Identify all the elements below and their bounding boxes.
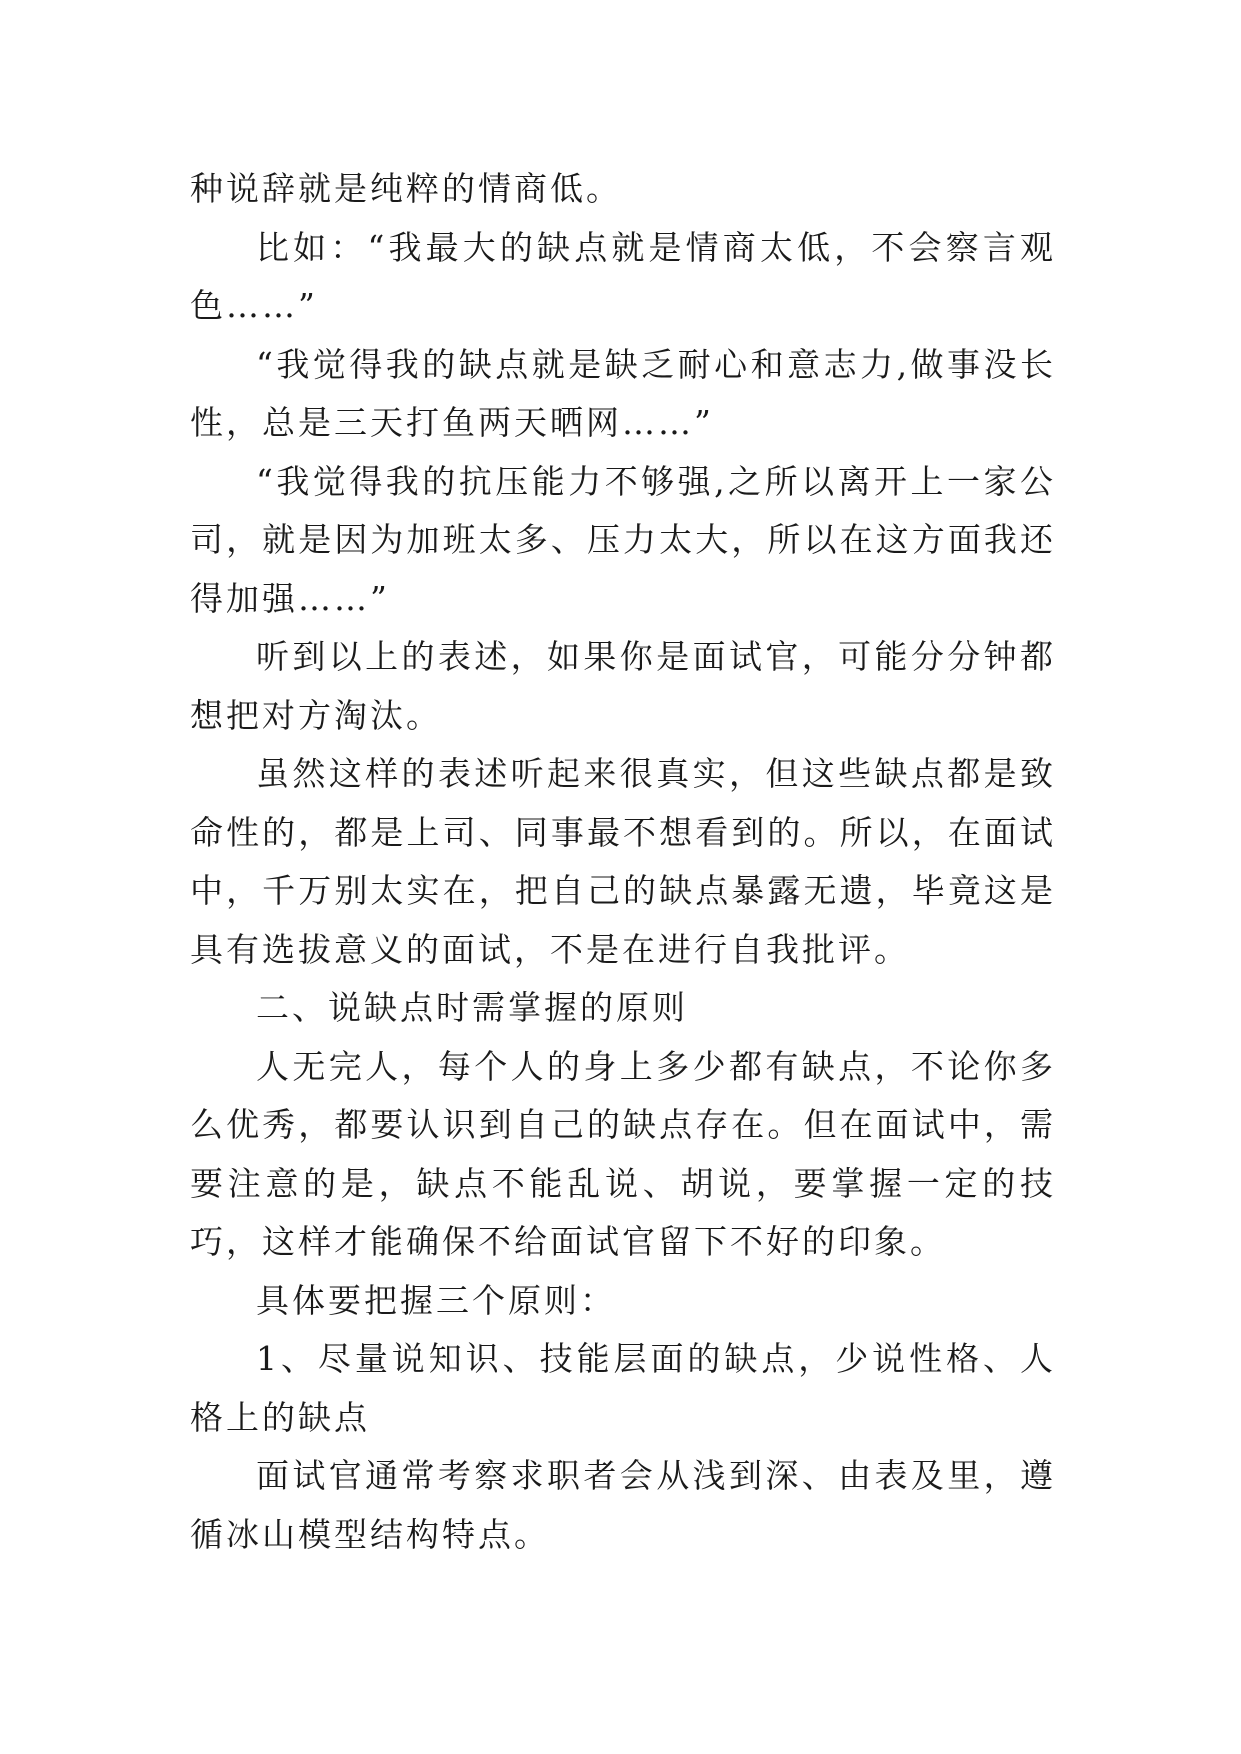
paragraph-5: 听到以上的表述，如果你是面试官，可能分分钟都想把对方淘汰。 (190, 637, 1056, 735)
paragraph-3: “我觉得我的缺点就是缺乏耐心和意志力,做事没长性，总是三天打鱼两天晒网……” (190, 344, 1056, 442)
paragraph-8: 具体要把握三个原则： (256, 1280, 616, 1320)
paragraph-1: 种说辞就是纯粹的情商低。 (190, 169, 622, 208)
paragraph-6: 虽然这样的表述听起来很真实，但这些缺点都是致命性的，都是上司、同事最不想看到的。所以，在面试中，千万别太实在，把自己的缺点暴露无遗，毕竟这是具有选拔意义的面试，不是在进行自我批评。 (190, 754, 1056, 969)
document-body (190, 160, 1056, 1564)
principle-1-heading: 1、尽量说知识、技能层面的缺点，少说性格、人格上的缺点 (190, 1339, 1056, 1437)
paragraph-7: 人无完人，每个人的身上多少都有缺点，不论你多么优秀，都要认识到自己的缺点存在。但在面试中，需要注意的是，缺点不能乱说、胡说，要掌握一定的技巧，这样才能确保不给面试官留下不好的印象。 (190, 1046, 1056, 1261)
paragraph-4: “我觉得我的抗压能力不够强,之所以离开上一家公司，就是因为加班太多、压力太大，所以在这方面我还得加强……” (190, 461, 1056, 618)
paragraph-9: 面试官通常考察求职者会从浅到深、由表及里，遵循冰山模型结构特点。 (190, 1456, 1056, 1554)
section-heading: 二、说缺点时需掌握的原则 (256, 988, 688, 1027)
paragraph-2: 比如：“我最大的缺点就是情商太低，不会察言观色……” (190, 227, 1056, 325)
